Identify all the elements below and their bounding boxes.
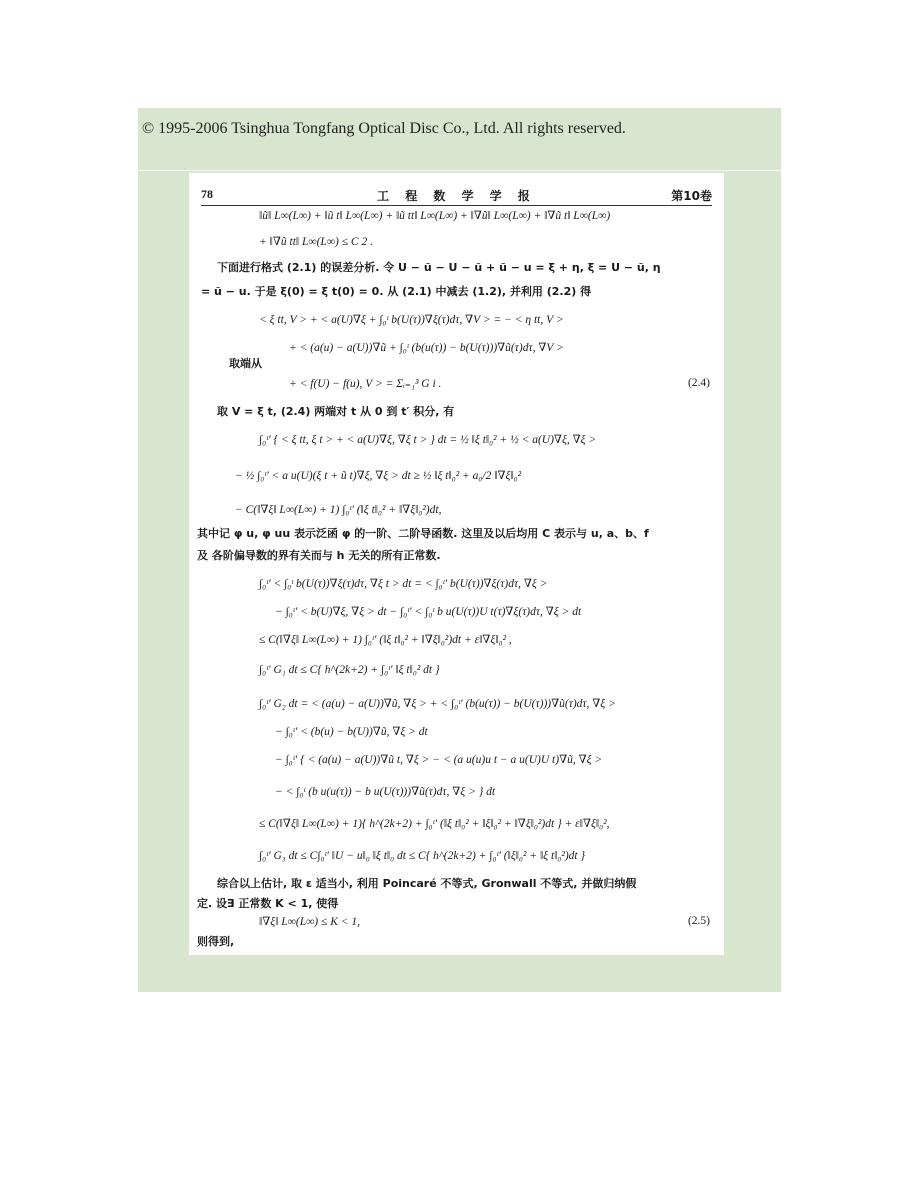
- scanned-paper-page: [189, 173, 724, 955]
- equation-line: ∫₀ᵗ′ G₁ dt ≤ C{ h^(2k+2) + ∫₀ᵗ′ ‖ξ t‖₀² dt }: [259, 664, 440, 676]
- equation-line: ∫₀ᵗ′ G₂ dt = < (a(u) − a(U))∇ũ, ∇ξ > + < ∫₀ᵗ′ (b(u(τ)) − b(U(τ)))∇ũ(τ)dτ, ∇ξ >: [259, 698, 616, 710]
- equation-line: ‖∇ξ‖ L∞(L∞) ≤ K < 1,: [259, 916, 361, 928]
- equation-line: − ½ ∫₀ᵗ′ < a u(U)(ξ t + ũ t)∇ξ, ∇ξ > dt ≥ ½ ‖ξ t‖₀² + a₀/2 ‖∇ξ‖₀²: [235, 470, 522, 482]
- journal-title: 工 程 数 学 学 报: [377, 189, 536, 203]
- equation-line: ≤ C(‖∇ξ‖ L∞(L∞) + 1) ∫₀ᵗ′ (‖ξ t‖₀² + ‖∇ξ‖₀²)dt + ε‖∇ξ‖₀² ,: [259, 634, 512, 646]
- equation-number: (2.5): [687, 915, 710, 927]
- equation-number: (2.4): [687, 377, 710, 389]
- paragraph-line: 其中记 φ u, φ uu 表示泛函 φ 的一阶、二阶导函数. 这里及以后均用 C 表示与 u, a、b、f: [197, 527, 649, 540]
- equation-line: ‖ũ‖ L∞(L∞) + ‖ũ t‖ L∞(L∞) + ‖ũ tt‖ L∞(L∞) + ‖∇ũ‖ L∞(L∞) + ‖∇ũ t‖ L∞(L∞): [259, 210, 611, 222]
- equation-line: + < (a(u) − a(U))∇ũ + ∫₀ᵗ (b(u(τ)) − b(U(τ)))∇ũ(τ)dτ, ∇V >: [289, 342, 564, 354]
- frame-divider: [138, 170, 781, 171]
- volume-label: 第10卷: [671, 189, 712, 203]
- equation-line: − ∫₀ᵗ′ < b(U)∇ξ, ∇ξ > dt − ∫₀ᵗ′ < ∫₀ᵗ b u(U(τ))U t(τ)∇ξ(τ)dτ, ∇ξ > dt: [275, 606, 582, 618]
- paragraph-line: 下面进行格式 (2.1) 的误差分析. 令 U − ũ − U − ũ + ũ − u = ξ + η, ξ = U − ũ, η: [217, 261, 661, 274]
- page-number: 78: [201, 187, 213, 201]
- paragraph-line: 定. 设∃ 正常数 K < 1, 使得: [197, 897, 339, 910]
- paragraph-line: 取端从: [229, 357, 262, 370]
- equation-line: ∫₀ᵗ′ { < ξ tt, ξ t > + < a(U)∇ξ, ∇ξ t > } dt = ½ ‖ξ t‖₀² + ½ < a(U)∇ξ, ∇ξ >: [259, 434, 597, 446]
- equation-line: − ∫₀ᵗ′ < (b(u) − b(U))∇ũ, ∇ξ > dt: [275, 726, 428, 738]
- running-header: [201, 187, 712, 206]
- equation-line: + < f(U) − f(u), V > = Σᵢ₌₁³ G i .: [289, 378, 442, 390]
- paragraph-line: 取 V = ξ t, (2.4) 两端对 t 从 0 到 t′ 积分, 有: [217, 405, 455, 418]
- equation-line: − < ∫₀ᵗ (b u(u(τ)) − b u(U(τ)))∇ũ(τ)dτ, ∇ξ > } dt: [275, 786, 496, 798]
- equation-line: ∫₀ᵗ′ < ∫₀ᵗ b(U(τ))∇ξ(τ)dτ, ∇ξ t > dt = < ∫₀ᵗ′ b(U(τ))∇ξ(τ)dτ, ∇ξ >: [259, 578, 548, 590]
- paragraph-line: 综合以上估计, 取 ε 适当小, 利用 Poincaré 不等式, Gronwall 不等式, 并做归纳假: [217, 877, 637, 890]
- equation-line: + ‖∇ũ tt‖ L∞(L∞) ≤ C 2 .: [259, 236, 373, 248]
- equation-line: − ∫₀ᵗ′ { < (a(u) − a(U))∇ũ t, ∇ξ > − < (a u(u)u t − a u(U)U t)∇ũ, ∇ξ >: [275, 754, 603, 766]
- paragraph-line: = ũ − u. 于是 ξ(0) = ξ t(0) = 0. 从 (2.1) 中减去 (1.2), 并利用 (2.2) 得: [201, 285, 592, 298]
- paragraph-line: 则得到,: [197, 935, 235, 948]
- paragraph-line: 及 各阶偏导数的界有关而与 h 无关的所有正常数.: [197, 549, 441, 562]
- equation-line: ≤ C(‖∇ξ‖ L∞(L∞) + 1){ h^(2k+2) + ∫₀ᵗ′ (‖ξ t‖₀² + ‖ξ‖₀² + ‖∇ξ‖₀²)dt } + ε‖∇ξ‖₀²,: [259, 818, 610, 830]
- equation-line: − C(‖∇ξ‖ L∞(L∞) + 1) ∫₀ᵗ′ (‖ξ t‖₀² + ‖∇ξ‖₀²)dt,: [235, 504, 442, 516]
- equation-line: ∫₀ᵗ′ G₃ dt ≤ C∫₀ᵗ′ ‖U − u‖₀ ‖ξ t‖₀ dt ≤ C{ h^(2k+2) + ∫₀ᵗ′ (‖ξ‖₀² + ‖ξ t‖₀²)dt }: [259, 850, 586, 862]
- copyright-notice: © 1995-2006 Tsinghua Tongfang Optical Disc Co., Ltd. All rights reserved.: [142, 120, 626, 137]
- equation-line: < ξ tt, V > + < a(U)∇ξ + ∫₀ᵗ b(U(τ))∇ξ(τ)dτ, ∇V > = − < η tt, V >: [259, 314, 564, 326]
